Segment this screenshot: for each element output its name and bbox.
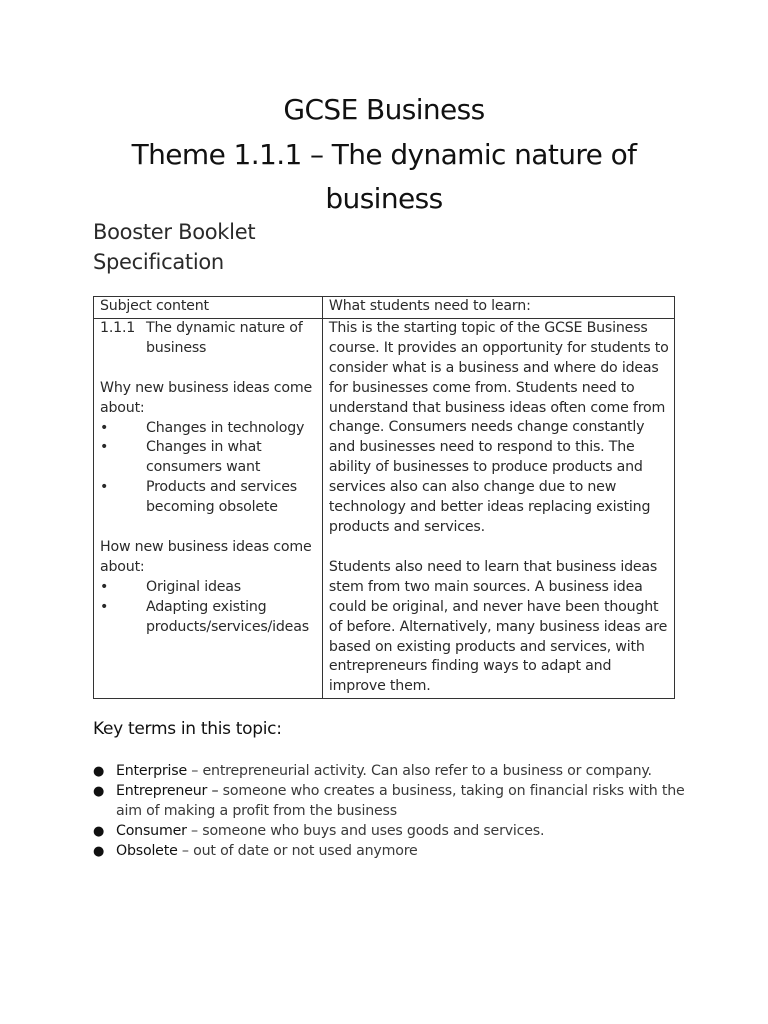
learn-paragraph-1: This is the starting topic of the GCSE Business course. It provides an opportunity for students to consider what is a business and where do ideas for businesses come from. Students need to understand that business ideas often come from change. Consumers needs change constantly and businesses need to respond to this. The ability of businesses to produce products and services also can also change due to new technology and better ideas replacing existing products and services. xyxy=(328,319,669,535)
subject-content-cell xyxy=(94,318,323,698)
subheading-booster: Booster Booklet xyxy=(93,220,256,244)
specification-table xyxy=(93,296,675,699)
table-row xyxy=(94,318,675,698)
topic-number: 1.1.1 xyxy=(100,319,136,336)
title-line-3: business xyxy=(325,182,443,215)
how-heading: How new business ideas come about: xyxy=(100,539,312,575)
header-subject-content: Subject content xyxy=(94,297,323,319)
bullet-icon: ● xyxy=(93,764,105,779)
topic-title xyxy=(146,319,303,359)
learn-content-cell xyxy=(322,318,674,698)
title-line-1: GCSE Business xyxy=(283,93,485,126)
bullet-icon: • xyxy=(100,419,109,436)
bullet-icon: ● xyxy=(93,843,105,859)
key-terms-heading: Key terms in this topic: xyxy=(93,719,282,739)
list-item xyxy=(100,438,317,478)
why-item-3: Products and services becoming obsolete xyxy=(146,479,297,516)
list-item xyxy=(100,419,317,439)
list-item xyxy=(100,598,317,638)
learn-paragraph-2: Students also need to learn that business ideas stem from two main sources. A business idea could be original, and never have been thought of before. Alternatively, many business ideas are based on existing products and services, with entrepreneurs finding ways to adapt and improve them. xyxy=(328,558,668,695)
definition-enterprise: – entrepreneurial activity. Can also refer to a business or company. xyxy=(186,763,652,779)
topic-heading xyxy=(100,319,317,359)
definition-entrepreneur: someone who creates a business, taking on financial risks with the aim of making a profit from the business xyxy=(116,782,685,819)
bullet-icon: • xyxy=(100,578,109,595)
term-entrepreneur: Entrepreneur – xyxy=(116,782,219,799)
term-enterprise: Enterprise xyxy=(116,763,187,779)
how-item-1: Original ideas xyxy=(146,578,241,595)
bullet-icon: • xyxy=(100,598,109,615)
subheadings xyxy=(93,217,255,277)
subheading-specification: Specification xyxy=(93,250,224,274)
key-terms-list xyxy=(93,762,693,862)
table-header-row xyxy=(94,297,675,319)
bullet-icon: ● xyxy=(93,783,105,799)
topic-title-line-1: The dynamic nature of xyxy=(146,319,303,336)
how-item-2: Adapting existing products/services/ideas xyxy=(146,598,309,635)
why-item-2: Changes in what consumers want xyxy=(146,439,262,476)
list-item xyxy=(93,842,693,862)
bullet-icon: ● xyxy=(93,823,105,839)
bullet-icon: • xyxy=(100,479,109,496)
topic-title-line-2: business xyxy=(146,339,207,356)
definition-consumer: – someone who buys and uses goods and services. xyxy=(186,822,545,839)
list-item xyxy=(93,822,693,842)
definition-obsolete: – out of date or not used anymore xyxy=(177,842,418,859)
term-obsolete: Obsolete xyxy=(116,842,178,859)
document-title xyxy=(93,88,675,222)
title-line-2: Theme 1.1.1 – The dynamic nature of xyxy=(131,137,637,171)
list-item xyxy=(100,578,317,598)
list-item xyxy=(93,762,693,782)
list-item xyxy=(93,782,693,822)
term-consumer: Consumer xyxy=(116,822,187,839)
why-heading: Why new business ideas come about: xyxy=(100,379,313,416)
bullet-icon: • xyxy=(100,439,109,456)
why-item-1: Changes in technology xyxy=(146,419,305,436)
list-item xyxy=(100,478,317,518)
header-what-to-learn: What students need to learn: xyxy=(322,297,674,319)
